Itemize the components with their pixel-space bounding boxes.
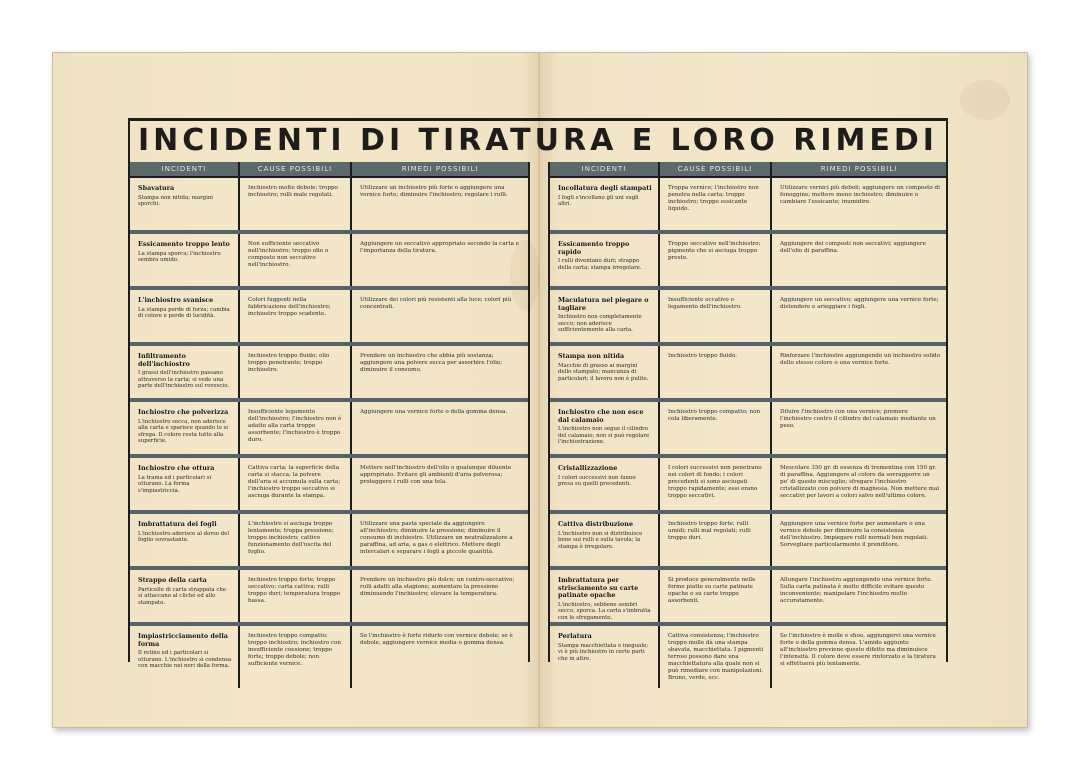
incident-title: Cristallizzazione bbox=[558, 464, 618, 472]
cause-cell: Insufficiente legamento dell'inchiostro; l'inchiostro non è adatto alla carta troppo assorbente; l'inchiostro è troppo duro. bbox=[240, 402, 352, 454]
incident-title: Imbrattatura dei fogli bbox=[138, 520, 217, 528]
incident-description: La stampa sporca; l'inchiostro sembra umido. bbox=[138, 250, 221, 264]
cause-cell: Colori fuggenti nella fabbricazione dell'inchiostro; inchiostro troppo scadente. bbox=[240, 290, 352, 342]
center-gutter bbox=[528, 162, 550, 662]
incident-cell bbox=[550, 514, 660, 566]
incident-cell bbox=[550, 570, 660, 622]
incident-cell bbox=[130, 290, 240, 342]
incident-cell bbox=[550, 346, 660, 398]
cause-cell: Cattiva carta; la superficie della carta si stacca; la polvere dell'aria si accumula sulla carta; l'inchiostro troppo seccativo si asciuga durante la stampa. bbox=[240, 458, 352, 510]
incident-description: I colori successivi non fanno presa su quelli precedenti. bbox=[558, 474, 636, 488]
table-body bbox=[550, 176, 946, 688]
table-row bbox=[130, 514, 528, 570]
incident-description: I rulli diventano duri; strappo della carta; stampa irregolare. bbox=[558, 258, 642, 271]
table-row bbox=[550, 458, 946, 514]
incident-cell bbox=[130, 514, 240, 566]
remedy-cell: Aggiungere una vernice forte o della gomma densa. bbox=[360, 409, 508, 415]
table-row bbox=[130, 290, 528, 346]
incident-title: Perlatura bbox=[558, 632, 592, 640]
remedy-cell: Allungare l'inchiostro aggiungendo una vernice forte. Sulla carta patinata è molto difficile evitare questo inconveniente; manipolare l'inchiostro molto accuratamente. bbox=[780, 577, 933, 604]
incident-description: Il retino ed i particolari si otturano. L'inchiostro si condensa con macchie nei neri della forma. bbox=[138, 650, 232, 670]
incident-description: Inchiostro non completamente secco; non aderisce sufficientemente alla carta. bbox=[558, 314, 642, 334]
cause-cell: Inchiostro troppo compatto; troppo inchiostro; inchiostro con insufficiente coesione; troppo forte; troppo debole; non sufficiente vernice. bbox=[240, 626, 352, 688]
incident-title: Essicamento troppo lento bbox=[138, 240, 230, 248]
remedy-cell: Diluire l'inchiostro con una vernice; premere l'inchiostro contro il cilindro del calamaio mediante un peso. bbox=[780, 409, 936, 429]
cause-cell: L'inchiostro si asciuga troppo lentamente; troppa pressione; troppo inchiostro; cattivo funzionamento dell'uscita del foglio. bbox=[240, 514, 352, 566]
incident-title: Maculatura nel piegare o tagliare bbox=[558, 296, 649, 312]
incident-cell bbox=[130, 346, 240, 398]
incident-title: Sbavatura bbox=[138, 184, 175, 192]
cause-cell: Troppo seccativo nell'inchiostro; pigmento che si asciuga troppo presto. bbox=[660, 234, 772, 286]
incident-title: Impiastricciamento della forma bbox=[138, 632, 228, 648]
header-incidenti: INCIDENTI bbox=[130, 162, 240, 176]
page-title: INCIDENTI DI TIRATURA E LORO RIMEDI bbox=[138, 123, 938, 158]
incident-description: Macchie di grasso ai margini dello stampato; mancanza di particolari; il lavoro non è pulito. bbox=[558, 362, 649, 382]
incident-description: L'inchiostro secca, non aderisce alla carta e sparisce quando lo si sfrega. Il colore resta tutto alla superficie. bbox=[138, 418, 229, 445]
incident-title: L'inchiostro svanisce bbox=[138, 296, 214, 304]
table-row bbox=[550, 290, 946, 346]
table-row bbox=[550, 514, 946, 570]
table-row bbox=[550, 626, 946, 688]
table-row bbox=[130, 458, 528, 514]
remedy-cell: Se l'inchiostro è forte ridurlo con vernice debole; se è debole, aggiungere vernice media o gomma densa. bbox=[360, 633, 513, 646]
incident-cell bbox=[550, 458, 660, 510]
remedy-cell: Mettere nell'inchiostro dell'olio o qualunque diluente appropriato. Evitare gli ambienti d'aria polverosa; proteggere i rulli con una tela. bbox=[360, 465, 512, 485]
table-body bbox=[130, 176, 528, 688]
cause-cell: Inchiostro troppo forte; troppo seccativo; carta cattiva; rulli troppo duri; temperatura troppo bassa. bbox=[240, 570, 352, 622]
header-cause: CAUSE POSSIBILI bbox=[660, 162, 772, 176]
remedy-cell: Utilizzare una pasta speciale da aggiungere all'inchiostro; diminuire la pressione; diminuire il consumo di inchiostro. Utilizzare un neutralizzatore a paraffina, ad aria, a gas o elettrico. Mettere degli intercalari e separare i fogli a piccole quantità. bbox=[360, 521, 513, 555]
table-row bbox=[130, 234, 528, 290]
incident-description: I grassi dell'inchiostro passano attraverso la carta; si vede una parte dell'inchiostro sul rovescio. bbox=[138, 370, 230, 390]
table-row bbox=[130, 626, 528, 688]
incident-title: Imbrattatura per strisciamento su carte patinate opache bbox=[558, 576, 639, 599]
incident-description: L'inchiostro non si distribuisce bene sui rulli e sulla tavola; la stampa è irregolare. bbox=[558, 530, 643, 550]
header-rimedi: RIMEDI POSSIBILI bbox=[820, 165, 898, 173]
cause-cell: Inchiostro troppo forte; rulli umidi; rulli mal regolati; rulli troppo duri. bbox=[660, 514, 772, 566]
table-header bbox=[550, 162, 946, 176]
incident-cell bbox=[130, 234, 240, 286]
incident-description: L'inchiostro non segue il cilindro del calamaio; non si può regolare l'inchiostrazione. bbox=[558, 426, 650, 446]
remedy-cell: Prendere un inchiostro che abbia più sostanza; aggiungere una polvere secca per assorbire l'olio; diminuire il consumo. bbox=[360, 353, 503, 373]
incident-description: Stampa non nitida; margini sporchi. bbox=[138, 194, 214, 208]
table-row bbox=[550, 570, 946, 626]
incident-title: Inchiostro che ottura bbox=[138, 464, 215, 472]
remedy-cell: Aggiungere dei composti non seccativi; aggiungere dell'olio di paraffina. bbox=[780, 241, 926, 254]
incident-cell bbox=[130, 570, 240, 622]
cause-cell: Si produce generalmente nelle forme piatte su carte patinate opache o su carte troppo assorbenti. bbox=[660, 570, 772, 622]
incident-title: Strappo della carta bbox=[138, 576, 207, 584]
paper-stain bbox=[960, 80, 1010, 120]
table-right bbox=[550, 162, 946, 681]
table-row bbox=[550, 346, 946, 402]
remedy-cell: Aggiungere un seccativo; aggiungere una vernice forte; distendere e arieggiare i fogli. bbox=[780, 297, 939, 310]
incident-title: Stampa non nitida bbox=[558, 352, 625, 360]
remedy-cell: Aggiungere una vernice forte per aumentare o una vernice debole per diminuire la consistenza dell'inchiostro. Impiegare rulli normali ben regolati. Sorvegliare particolarmente il prenditore. bbox=[780, 521, 928, 548]
table-row bbox=[130, 346, 528, 402]
cause-cell: Cattiva consistenza; l'inchiostro troppo molle dà una stampa sbavata, macchiettata. I pigmenti terrosi possono dare una macchiettatura alla quale non si può rimediare con manipolazioni. Bruno, verde, ecc. bbox=[660, 626, 772, 688]
incident-title: Cattiva distribuzione bbox=[558, 520, 634, 528]
incident-description: L'inchiostro aderisce al dorso del foglio sovrastante. bbox=[138, 530, 230, 544]
table-row bbox=[550, 234, 946, 290]
cause-cell: I colori successivi non penetrano nei colori di fondo; i colori precedenti si sono asciugati troppo rapidamente; essi erano troppo seccativi. bbox=[660, 458, 772, 510]
remedy-cell: Rinforzare l'inchiostro aggiungendo un inchiostro solido dello stesso colore o una vernice forte. bbox=[780, 353, 940, 366]
table-row bbox=[550, 178, 946, 234]
header-incidenti: INCIDENTI bbox=[550, 162, 660, 176]
incident-title: Incollatura degli stampati bbox=[558, 184, 652, 192]
remedy-cell: Utilizzare un inchiostro più forte o aggiungere una vernice forte; diminuire l'inchiostro; regolare i rulli. bbox=[360, 185, 508, 198]
cause-cell: Non sufficiente seccativo nell'inchiostro; troppo olio o composto non seccativo nell'inchiostro. bbox=[240, 234, 352, 286]
table-row bbox=[130, 402, 528, 458]
incident-cell bbox=[130, 178, 240, 230]
incident-title: Inchiostro che non esce dal calamaio bbox=[558, 408, 644, 424]
table-row bbox=[130, 178, 528, 234]
cause-cell: Inchiostro troppo fluido; olio troppo penetrante; troppo inchiostro. bbox=[240, 346, 352, 398]
incident-description: La trama ed i particolari si otturano. La forma s'impiastriccia. bbox=[138, 474, 212, 494]
remedy-cell: Prendere un inchiostro più dolce; un contro-seccativo; rulli adatti alla stagione; aumentare la pressione diminuendo l'inchiostro; elevare la temperatura. bbox=[360, 577, 515, 597]
incident-cell bbox=[550, 234, 660, 286]
incident-description: I fogli s'incollano gli uni sugli altri. bbox=[558, 194, 639, 208]
incident-description: La stampa perde di forza; cambia di colore e perde di lucidità. bbox=[138, 306, 230, 320]
remedy-cell: Mescolare 350 gr. di essenza di trementina con 150 gr. di paraffina. Aggiungere al colore da sovrapporre un po' di questo miscuglio; sfregare l'inchiostro cristallizzato con polvere di magnesia. Non mettere mai seccativi per lavori a colori salvo nell'ultimo colore. bbox=[780, 465, 939, 499]
cause-cell: Inchiostro molto debole; troppo inchiostro; rulli male regolati. bbox=[240, 178, 352, 230]
incident-title: Inchiostro che polverizza bbox=[138, 408, 229, 416]
cause-cell: Inchiostro troppo compatto; non cola liberamente. bbox=[660, 402, 772, 454]
table-left bbox=[130, 162, 528, 670]
header-rimedi: RIMEDI POSSIBILI bbox=[401, 165, 479, 173]
incident-cell bbox=[550, 178, 660, 230]
incident-cell bbox=[130, 458, 240, 510]
cause-cell: Troppa vernice; l'inchiostro non penetra nella carta; troppo inchiostro; troppo essicante liquido. bbox=[660, 178, 772, 230]
incident-title: Infiltramento dell'inchiostro bbox=[138, 352, 190, 368]
incident-cell bbox=[130, 402, 240, 454]
incident-description: L'inchiostro, sebbene sembri secco, sporca. La carta s'imbratta con lo sfregamento. bbox=[558, 601, 651, 621]
remedy-cell: Aggiungere un seccativo appropriato secondo la carta e l'importanza della tiratura. bbox=[360, 241, 519, 254]
incident-cell bbox=[550, 626, 660, 688]
cause-cell: Inchiostro troppo fluido. bbox=[660, 346, 772, 398]
incident-title: Essicamento troppo rapido bbox=[558, 240, 630, 256]
incident-cell bbox=[130, 626, 240, 688]
remedy-cell: Utilizzare dei colori più resistenti alla luce; colori più concentrati. bbox=[360, 297, 512, 310]
cause-cell: Insufficiente eccativo o legamento dell'inchiostro. bbox=[660, 290, 772, 342]
table-row bbox=[130, 570, 528, 626]
table-row bbox=[550, 402, 946, 458]
header-cause: CAUSE POSSIBILI bbox=[240, 162, 352, 176]
table-header bbox=[130, 162, 528, 176]
remedy-cell: Se l'inchiostro è molle e shoo, aggiungervi una vernice forte o della gomma densa. L'amido aggiunto all'inchiostro previene questo difetto ma diminuisce l'intensità. Il colore deve essere rinforzato e la tiratura si effettuerà più lentamente. bbox=[780, 633, 936, 667]
incident-description: Stampa macchiettata e ineguale; vi è più inchiostro in certe parti che in altre. bbox=[558, 642, 649, 662]
remedy-cell: Utilizzare vernici più deboli; aggiungere un composto di fonoggine; mettere meno inchiostro; diminuire o cambiare l'essicante; inumidire. bbox=[780, 185, 940, 205]
incident-cell bbox=[550, 402, 660, 454]
incident-cell bbox=[550, 290, 660, 342]
incident-description: Particelle di carta strappata che si attaccano al cliché ed allo stampato. bbox=[138, 586, 227, 606]
